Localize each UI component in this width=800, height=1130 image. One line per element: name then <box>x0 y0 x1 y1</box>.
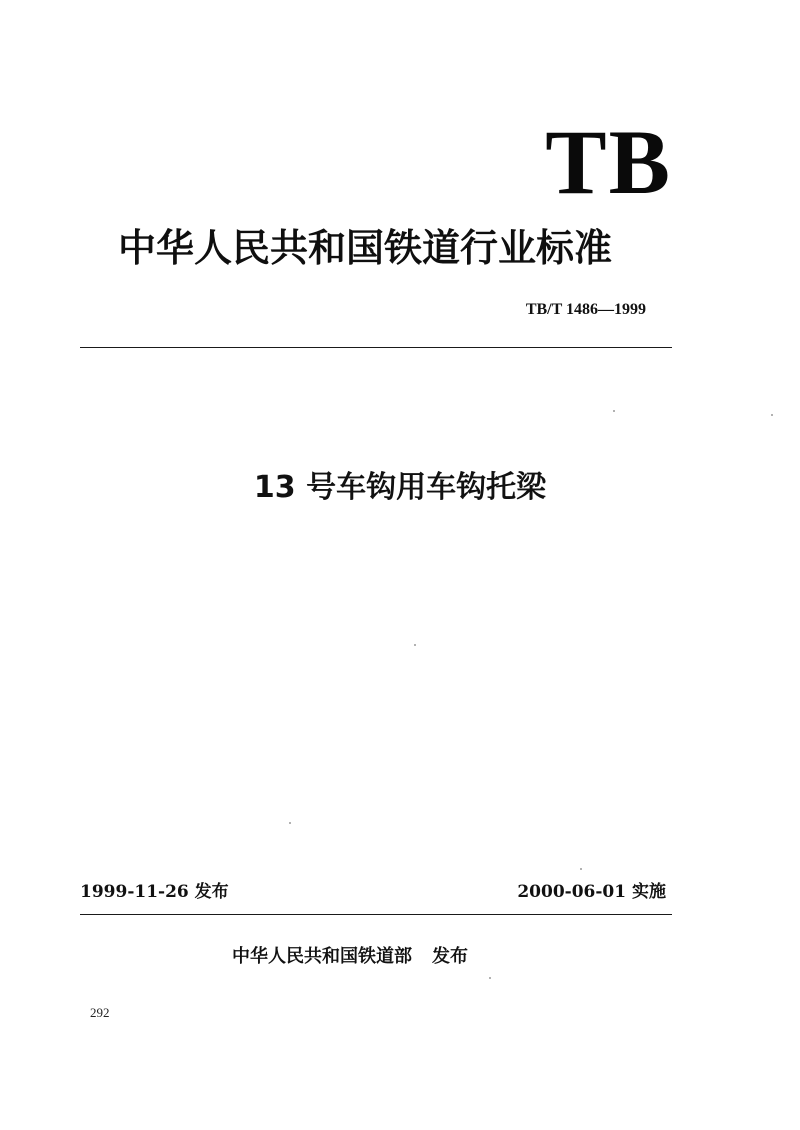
scan-speck <box>489 977 491 979</box>
document-title: 13 号车钩用车钩托梁 <box>253 470 547 505</box>
scan-speck <box>613 410 615 412</box>
publisher-line <box>232 944 468 970</box>
publish-label: 发布 <box>432 946 468 967</box>
tb-logo: TB <box>545 111 672 213</box>
standard-number: TB/T 1486—1999 <box>525 301 646 318</box>
issue-date: 1999-11-26 发布 <box>80 882 229 902</box>
top-divider <box>80 347 672 348</box>
page-number: 292 <box>90 1005 110 1020</box>
scan-speck <box>289 822 291 824</box>
scan-speck <box>771 414 773 416</box>
publisher-name: 中华人民共和国铁道部 <box>232 946 412 967</box>
implementation-date: 2000-06-01 实施 <box>517 882 666 902</box>
bottom-divider <box>80 914 672 915</box>
scan-speck <box>580 868 582 870</box>
scan-speck <box>414 644 416 646</box>
org-title: 中华人民共和国铁道行业标准 <box>118 226 613 270</box>
